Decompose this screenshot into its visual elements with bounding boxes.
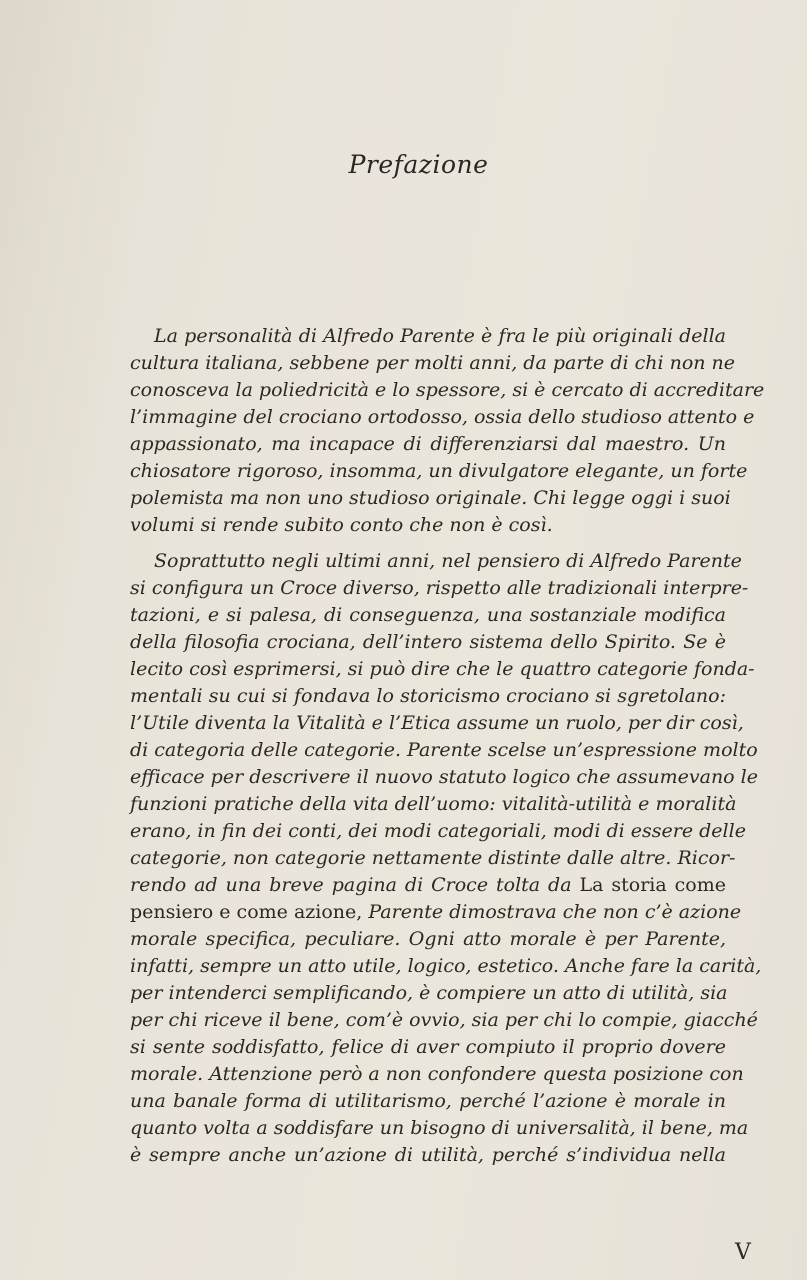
text-line: appassionato, ma incapace di differenziarsi dal maestro. Un bbox=[130, 433, 726, 455]
text-line: l’immagine del crociano ortodosso, ossia dello studioso attento e bbox=[130, 406, 755, 428]
text-line: quanto volta a soddisfare un bisogno di universalità, il bene, ma bbox=[130, 1117, 749, 1139]
book-title-roman: La storia come bbox=[579, 874, 726, 896]
text-line: l’Utile diventa la Vitalità e l’Etica assume un ruolo, per dir così, bbox=[130, 712, 744, 734]
text-line: La personalità di Alfredo Parente è fra le più originali della bbox=[154, 325, 726, 347]
text-line: una banale forma di utilitarismo, perché l’azione è morale in bbox=[130, 1090, 726, 1112]
text-line: infatti, sempre un atto utile, logico, estetico. Anche fare la carità, bbox=[130, 955, 762, 977]
text-line: di categoria delle categorie. Parente scelse un’espressione molto bbox=[130, 739, 758, 761]
text-line: conosceva la poliedricità e lo spessore, si è cercato di accreditare bbox=[130, 379, 765, 401]
text-line: si sente soddisfatto, felice di aver compiuto il proprio dovere bbox=[130, 1036, 726, 1058]
text-line: mentali su cui si fondava lo storicismo crociano si sgretolano: bbox=[130, 685, 726, 707]
text-line: morale specifica, peculiare. Ogni atto morale è per Parente, bbox=[130, 928, 726, 950]
page-number: V bbox=[735, 1240, 751, 1265]
text-line: funzioni pratiche della vita dell’uomo: vitalità-utilità e moralità bbox=[130, 793, 737, 815]
text-line: rendo ad una breve pagina di Croce tolta da La storia come bbox=[130, 874, 726, 896]
text-line: erano, in fin dei conti, dei modi categoriali, modi di essere delle bbox=[130, 820, 746, 842]
text-line: per chi riceve il bene, com’è ovvio, sia per chi lo compie, giacché bbox=[130, 1009, 758, 1031]
text-line: tazioni, e si palesa, di conseguenza, una sostanziale modifica bbox=[130, 604, 726, 626]
text-line: chiosatore rigoroso, insomma, un divulgatore elegante, un forte bbox=[130, 460, 748, 482]
text-line: morale. Attenzione però a non confondere questa posizione con bbox=[130, 1063, 744, 1085]
text-line: per intenderci semplificando, è compiere un atto di utilità, sia bbox=[130, 982, 728, 1004]
text-line: cultura italiana, sebbene per molti anni, da parte di chi non ne bbox=[130, 352, 736, 374]
text-line: Soprattutto negli ultimi anni, nel pensiero di Alfredo Parente bbox=[154, 550, 742, 572]
text-line: efficace per descrivere il nuovo statuto logico che assumevano le bbox=[130, 766, 758, 788]
text-line: della filosofia crociana, dell’intero sistema dello Spirito. Se è bbox=[130, 631, 726, 653]
text-line: polemista ma non uno studioso originale. Chi legge oggi i suoi bbox=[130, 487, 731, 509]
page-title: Prefazione bbox=[348, 150, 489, 179]
text-line: è sempre anche un’azione di utilità, perché s’individua nella bbox=[130, 1144, 726, 1166]
text-line: lecito così esprimersi, si può dire che le quattro categorie fonda- bbox=[130, 658, 755, 680]
text-line: si configura un Croce diverso, rispetto alle tradizionali interpre- bbox=[130, 577, 749, 599]
book-title-roman: pensiero e come azione, bbox=[130, 901, 363, 923]
text-line: categorie, non categorie nettamente distinte dalle altre. Ricor- bbox=[130, 847, 736, 869]
text-line: pensiero e come azione, Parente dimostrava che non c’è azione bbox=[130, 901, 742, 923]
text-line: volumi si rende subito conto che non è così. bbox=[130, 514, 553, 536]
